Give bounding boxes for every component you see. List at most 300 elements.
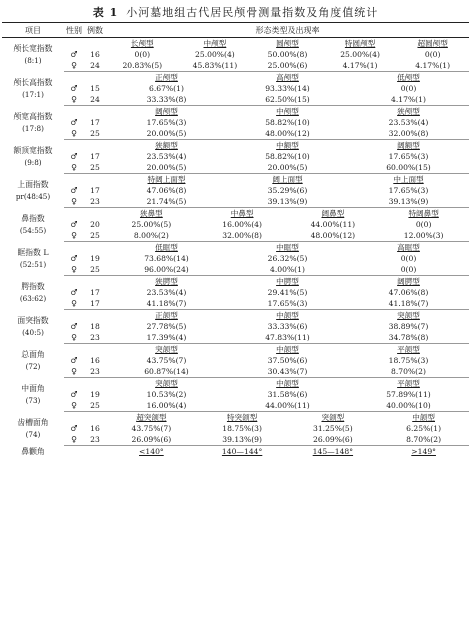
percentage-value: 0(0)	[400, 254, 417, 263]
table-row	[2, 389, 469, 400]
empty-cell	[64, 174, 84, 186]
sample-count: 24	[84, 60, 106, 72]
empty-cell	[64, 310, 84, 322]
empty-cell	[84, 344, 106, 356]
table-row	[2, 151, 469, 162]
empty-cell	[84, 310, 106, 322]
empty-cell	[84, 242, 106, 254]
empty-cell	[64, 344, 84, 356]
sample-count: 25	[84, 128, 106, 140]
percentage-value: 30.43%(7)	[267, 367, 308, 376]
group-label	[2, 310, 64, 344]
sample-count: 17	[90, 152, 100, 161]
group-category-row	[2, 38, 469, 50]
female-symbol: ♀	[64, 434, 84, 446]
sample-count: 25	[84, 264, 106, 276]
category-label: 突颌型	[397, 311, 420, 320]
group-name: 颅长宽指数	[13, 43, 53, 53]
empty-cell	[84, 174, 106, 186]
percentage-value: 31.25%(5)	[313, 424, 353, 433]
group-code: (17:1)	[22, 89, 44, 99]
category-cells	[106, 276, 469, 288]
percentage-value: 32.00%(8)	[222, 231, 262, 240]
empty-cell	[84, 276, 106, 288]
category-label: 狭额型	[155, 141, 178, 150]
category-label: 中鼻型	[230, 209, 254, 218]
male-symbol: ♂	[70, 424, 78, 433]
male-symbol: ♂	[70, 186, 78, 195]
percentage-value: 26.32%(5)	[267, 254, 308, 263]
percentage-value: 44.00%(11)	[265, 401, 310, 410]
category-label: 平颌型	[397, 379, 420, 388]
category-label: 中颌型	[276, 345, 299, 354]
percentage-value: 23.53%(4)	[388, 118, 429, 127]
statistics-table	[2, 22, 469, 458]
table-row	[2, 434, 469, 446]
sample-count: 19	[90, 254, 100, 263]
group-name: 鼻颧角	[21, 446, 45, 456]
group-category-row	[2, 412, 469, 424]
category-cells	[106, 72, 469, 84]
value-cells	[106, 253, 469, 264]
table-row	[2, 366, 469, 378]
percentage-value: 26.09%(6)	[131, 435, 172, 444]
percentage-value: 12.00%(3)	[403, 231, 444, 240]
sample-count: 17	[90, 288, 100, 297]
category-label: 阔腭型	[397, 277, 420, 286]
sample-count: 17	[84, 298, 106, 310]
percentage-value: 17.65%(3)	[388, 152, 429, 161]
male-symbol: ♂	[70, 84, 78, 93]
value-cells	[106, 264, 469, 276]
sample-count: 23	[84, 434, 106, 446]
value-cells	[106, 151, 469, 162]
value-cells	[106, 162, 469, 174]
table-row	[2, 117, 469, 128]
category-cells	[106, 446, 469, 458]
percentage-value: 0(0)	[400, 265, 417, 274]
value-cells	[106, 94, 469, 106]
percentage-value: 0(0)	[415, 220, 432, 229]
female-symbol: ♀	[64, 230, 84, 242]
category-label: 中眶型	[276, 243, 299, 252]
table-number: 表 1	[92, 6, 119, 19]
value-cells	[106, 185, 469, 196]
percentage-value: 58.82%(10)	[265, 118, 310, 127]
percentage-value: 20.83%(5)	[122, 61, 163, 70]
header-types: 形态类型及出现率	[106, 23, 469, 38]
table-row	[2, 400, 469, 412]
empty-cell	[64, 276, 84, 288]
percentage-value: 23.53%(4)	[146, 152, 187, 161]
category-label: 高眶型	[397, 243, 420, 252]
female-symbol: ♀	[64, 264, 84, 276]
female-symbol: ♀	[64, 60, 84, 72]
group-name: 中面角	[21, 383, 45, 393]
value-cells	[106, 366, 469, 378]
table-row	[2, 264, 469, 276]
female-symbol: ♀	[64, 332, 84, 344]
group-code: pr(48:45)	[15, 191, 51, 201]
sample-count: 18	[90, 322, 100, 331]
table-row	[2, 287, 469, 298]
category-cells	[106, 344, 469, 356]
value-cells	[106, 423, 469, 434]
category-label: 突颌型	[321, 413, 345, 422]
sample-count: 24	[84, 94, 106, 106]
percentage-value: 6.25%(1)	[406, 424, 442, 433]
category-label: 平颌型	[397, 345, 420, 354]
percentage-value: 58.82%(10)	[265, 152, 310, 161]
percentage-value: 40.00%(10)	[386, 401, 431, 410]
value-cells	[106, 400, 469, 412]
table-caption	[0, 4, 471, 20]
table-row	[2, 230, 469, 242]
percentage-value: 44.00%(11)	[310, 220, 356, 229]
table-row	[2, 321, 469, 332]
table-row	[2, 94, 469, 106]
percentage-value: 27.78%(5)	[146, 322, 187, 331]
group-category-row	[2, 106, 469, 118]
percentage-value: 25.00%(5)	[131, 220, 172, 229]
category-label: 中颌型	[276, 379, 299, 388]
group-name: 额顶宽指数	[13, 145, 53, 155]
group-code: (73)	[25, 395, 41, 405]
table-row	[2, 83, 469, 94]
sample-count: 16	[90, 356, 100, 365]
category-cells	[106, 174, 469, 186]
female-symbol: ♀	[64, 366, 84, 378]
table-row	[2, 253, 469, 264]
female-symbol: ♀	[64, 400, 84, 412]
sample-count: 23	[84, 366, 106, 378]
category-label: 阔颅型	[155, 107, 178, 116]
percentage-value: 16.00%(4)	[222, 220, 262, 229]
percentage-value: 50.00%(8)	[267, 50, 308, 59]
category-label: 特阔鼻型	[408, 209, 439, 218]
category-label: 突颌型	[155, 379, 178, 388]
group-code: (72)	[25, 361, 41, 371]
sample-count: 15	[90, 84, 100, 93]
group-label	[2, 208, 64, 242]
table-row	[2, 49, 469, 60]
value-cells	[106, 355, 469, 366]
female-symbol: ♀	[64, 162, 84, 174]
percentage-value: 48.00%(12)	[265, 129, 310, 138]
group-label	[2, 174, 64, 208]
category-label: 长颅型	[130, 39, 154, 48]
sample-count: 17	[90, 118, 100, 127]
empty-cell	[64, 72, 84, 84]
category-label: 超突颌型	[136, 413, 167, 422]
percentage-value: 0(0)	[400, 84, 417, 93]
percentage-value: 4.17%(1)	[415, 61, 451, 70]
sample-count: 17	[90, 186, 100, 195]
empty-cell	[64, 242, 84, 254]
value-cells	[106, 128, 469, 140]
percentage-value: 33.33%(8)	[146, 95, 187, 104]
sample-count: 20	[90, 220, 100, 229]
category-label: 阔额型	[397, 141, 420, 150]
percentage-value: 35.29%(6)	[267, 186, 308, 195]
percentage-value: 8.00%(2)	[133, 231, 169, 240]
percentage-value: 43.75%(7)	[131, 424, 172, 433]
empty-cell	[84, 140, 106, 152]
empty-cell	[84, 378, 106, 390]
percentage-value: 31.58%(6)	[267, 390, 308, 399]
category-label: 超圆颅型	[417, 39, 448, 48]
sample-count: 25	[84, 162, 106, 174]
group-label	[2, 378, 64, 412]
female-symbol: ♀	[64, 128, 84, 140]
percentage-value: 25.00%(6)	[267, 61, 308, 70]
percentage-value: 0(0)	[424, 50, 441, 59]
percentage-value: 26.09%(6)	[313, 435, 353, 444]
empty-cell	[64, 378, 84, 390]
table-row	[2, 185, 469, 196]
percentage-value: 20.00%(5)	[146, 163, 187, 172]
group-code: (40:5)	[22, 327, 44, 337]
group-name: 颅长高指数	[13, 77, 53, 87]
sample-count: 16	[90, 50, 100, 59]
empty-cell	[64, 106, 84, 118]
percentage-value: 39.13%(9)	[267, 197, 308, 206]
category-cells	[106, 208, 469, 220]
sample-count: 25	[84, 230, 106, 242]
value-cells	[106, 230, 469, 242]
header-sex: 性别	[64, 23, 84, 38]
header-row	[2, 23, 469, 38]
category-label: 正颅型	[155, 73, 178, 82]
percentage-value: 17.65%(3)	[146, 118, 187, 127]
value-cells	[106, 117, 469, 128]
group-label	[2, 106, 64, 140]
percentage-value: 41.18%(7)	[388, 299, 429, 308]
male-symbol: ♂	[70, 288, 78, 297]
empty-cell	[84, 106, 106, 118]
category-cells	[106, 38, 469, 50]
table-row	[2, 423, 469, 434]
group-category-row	[2, 344, 469, 356]
category-label: 特阔上面型	[147, 175, 186, 184]
percentage-value: 60.00%(15)	[386, 163, 431, 172]
empty-cell	[84, 208, 106, 220]
category-label: 145—148°	[312, 447, 354, 457]
female-symbol: ♀	[64, 94, 84, 106]
value-cells	[106, 321, 469, 332]
percentage-value: 8.70%(2)	[406, 435, 442, 444]
value-cells	[106, 287, 469, 298]
group-name: 面突指数	[17, 315, 49, 325]
percentage-value: 73.68%(14)	[144, 254, 189, 263]
table-row	[2, 196, 469, 208]
percentage-value: 21.74%(5)	[146, 197, 187, 206]
percentage-value: 34.78%(8)	[388, 333, 429, 342]
category-cells	[106, 140, 469, 152]
category-label: 低颅型	[397, 73, 420, 82]
category-label: 中上面型	[393, 175, 424, 184]
sample-count: 25	[84, 400, 106, 412]
percentage-value: 43.75%(7)	[146, 356, 187, 365]
category-label: 特圆颅型	[344, 39, 376, 48]
category-label: 狭颅型	[397, 107, 420, 116]
group-code: (52:51)	[19, 259, 47, 269]
group-category-row	[2, 276, 469, 288]
category-label: <140°	[139, 447, 164, 457]
category-label: 中颅型	[276, 107, 299, 116]
group-name: 腭指数	[21, 281, 45, 291]
group-label	[2, 242, 64, 276]
percentage-value: 25.00%(4)	[195, 50, 235, 59]
percentage-value: 16.00%(4)	[146, 401, 187, 410]
female-symbol: ♀	[64, 196, 84, 208]
table-row	[2, 332, 469, 344]
percentage-value: 38.89%(7)	[388, 322, 429, 331]
group-name: 上面指数	[17, 179, 49, 189]
percentage-value: 39.13%(9)	[388, 197, 429, 206]
group-label	[2, 72, 64, 106]
group-code: (54:55)	[19, 225, 47, 235]
male-symbol: ♂	[70, 356, 78, 365]
category-cells	[106, 310, 469, 322]
sample-count: 19	[90, 390, 100, 399]
category-label: 高颅型	[276, 73, 299, 82]
percentage-value: 4.00%(1)	[270, 265, 305, 274]
category-label: 阔鼻型	[321, 209, 345, 218]
percentage-value: 62.50%(15)	[265, 95, 310, 104]
value-cells	[106, 389, 469, 400]
sample-count: 23	[84, 332, 106, 344]
percentage-value: 32.00%(8)	[388, 129, 429, 138]
percentage-value: 18.75%(3)	[388, 356, 429, 365]
percentage-value: 47.06%(8)	[146, 186, 187, 195]
value-cells	[106, 434, 469, 446]
category-label: 中颌型	[412, 413, 436, 422]
category-label: 中额型	[276, 141, 299, 150]
percentage-value: 17.65%(3)	[388, 186, 429, 195]
group-code: (9:8)	[24, 157, 42, 167]
category-cells	[106, 412, 469, 424]
group-category-row	[2, 72, 469, 84]
group-label	[2, 446, 64, 458]
group-code: (63:62)	[19, 293, 47, 303]
group-name: 鼻指数	[21, 213, 45, 223]
group-category-row	[2, 242, 469, 254]
sample-count: 16	[90, 424, 100, 433]
category-label: 低眶型	[155, 243, 178, 252]
table-row	[2, 298, 469, 310]
group-category-row	[2, 310, 469, 322]
category-cells	[106, 242, 469, 254]
percentage-value: 60.87%(14)	[144, 367, 189, 376]
category-label: 中颌型	[276, 311, 299, 320]
percentage-value: 6.67%(1)	[149, 84, 184, 93]
group-code: (74)	[25, 429, 41, 439]
empty-cell	[64, 208, 84, 220]
group-code: (8:1)	[24, 55, 42, 65]
value-cells	[106, 83, 469, 94]
group-category-row	[2, 446, 469, 458]
category-label: 突颌型	[155, 345, 178, 354]
percentage-value: 29.41%(5)	[267, 288, 308, 297]
table-row	[2, 162, 469, 174]
group-label	[2, 276, 64, 310]
percentage-value: 47.06%(8)	[388, 288, 429, 297]
percentage-value: 47.83%(11)	[265, 333, 310, 342]
percentage-value: 4.17%(1)	[342, 61, 378, 70]
group-name: 颅宽高指数	[13, 111, 53, 121]
value-cells	[106, 196, 469, 208]
percentage-value: 10.53%(2)	[146, 390, 187, 399]
category-label: 正颌型	[155, 311, 178, 320]
percentage-value: 20.00%(5)	[146, 129, 187, 138]
percentage-value: 4.17%(1)	[391, 95, 426, 104]
male-symbol: ♂	[70, 152, 78, 161]
group-label	[2, 412, 64, 446]
table-title: 小河墓地组古代居民颅骨测量指数及角度值统计	[126, 6, 379, 19]
value-cells	[106, 298, 469, 310]
empty-cell	[84, 72, 106, 84]
category-cells	[106, 378, 469, 390]
group-label	[2, 140, 64, 174]
group-code: (17:8)	[22, 123, 44, 133]
empty-cell	[64, 38, 84, 50]
percentage-value: 25.00%(4)	[340, 50, 380, 59]
percentage-value: 17.39%(4)	[146, 333, 187, 342]
percentage-value: 48.00%(12)	[310, 231, 356, 240]
group-label	[2, 344, 64, 378]
empty-cell	[64, 412, 84, 424]
category-label: >149°	[411, 447, 436, 457]
male-symbol: ♂	[70, 322, 78, 331]
value-cells	[106, 60, 469, 72]
percentage-value: 39.13%(9)	[222, 435, 262, 444]
percentage-value: 20.00%(5)	[267, 163, 308, 172]
group-category-row	[2, 378, 469, 390]
percentage-value: 23.53%(4)	[146, 288, 187, 297]
header-item: 项目	[2, 23, 64, 38]
category-label: 中颅型	[203, 39, 227, 48]
value-cells	[106, 219, 469, 230]
female-symbol: ♀	[64, 298, 84, 310]
category-label: 狭鼻型	[139, 209, 163, 218]
group-name: 总面角	[21, 349, 45, 359]
table-row	[2, 355, 469, 366]
table-row	[2, 128, 469, 140]
table-row	[2, 219, 469, 230]
empty-cell	[84, 446, 106, 458]
percentage-value: 45.83%(11)	[192, 61, 238, 70]
male-symbol: ♂	[70, 220, 78, 229]
group-name: 眶指数 L	[17, 247, 49, 257]
percentage-value: 93.33%(14)	[265, 84, 310, 93]
group-category-row	[2, 174, 469, 186]
category-label: 圆颅型	[276, 39, 299, 48]
group-label	[2, 38, 64, 72]
header-count: 例数	[84, 23, 106, 38]
male-symbol: ♂	[70, 390, 78, 399]
percentage-value: 33.33%(6)	[267, 322, 308, 331]
group-name: 齿槽面角	[17, 417, 49, 427]
percentage-value: 37.50%(6)	[267, 356, 308, 365]
category-cells	[106, 106, 469, 118]
percentage-value: 17.65%(3)	[267, 299, 308, 308]
male-symbol: ♂	[70, 118, 78, 127]
table-row	[2, 60, 469, 72]
percentage-value: 96.00%(24)	[144, 265, 189, 274]
value-cells	[106, 332, 469, 344]
male-symbol: ♂	[70, 254, 78, 263]
